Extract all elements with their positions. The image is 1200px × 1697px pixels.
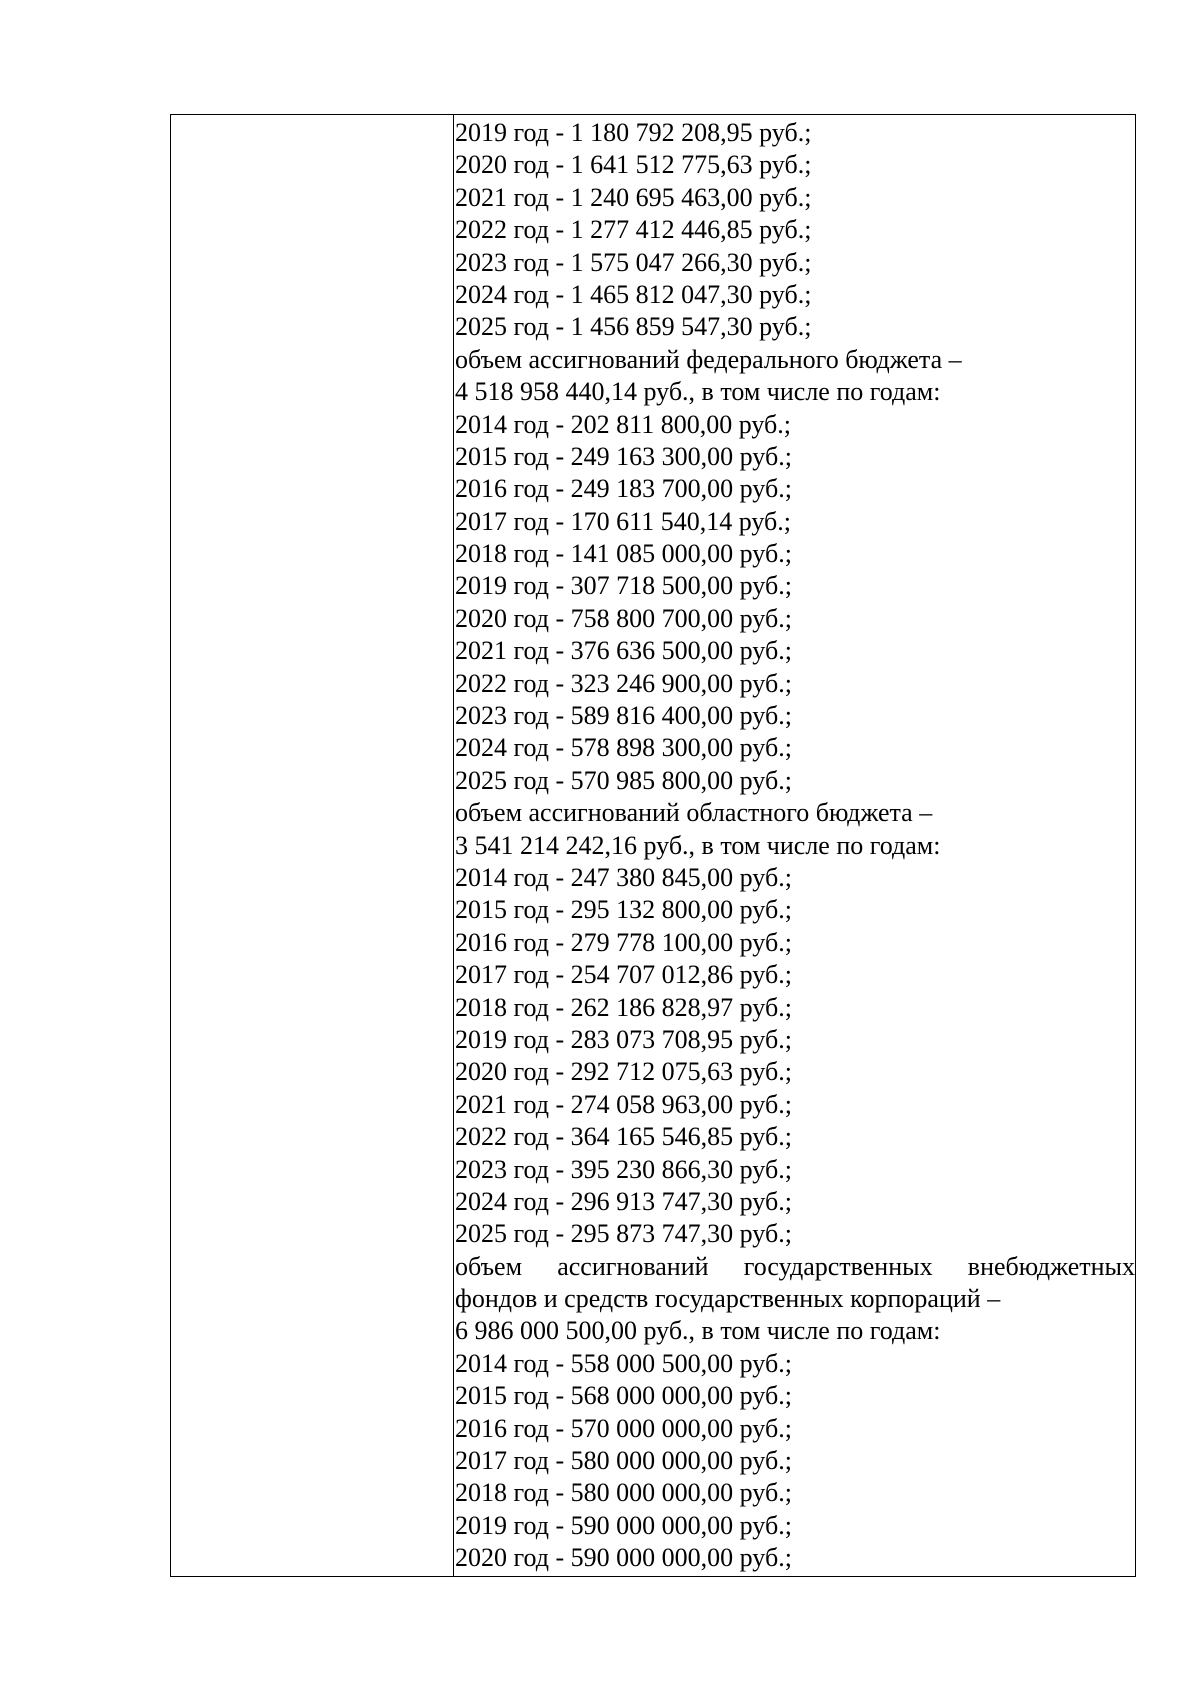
text-line: 2017 год - 254 707 012,86 руб.; <box>455 960 792 990</box>
text-line: 2022 год - 323 246 900,00 руб.; <box>455 668 792 698</box>
text-line: 2024 год - 296 913 747,30 руб.; <box>455 1186 792 1216</box>
text-line: объем ассигнований областного бюджета – <box>455 798 933 828</box>
text-line: фондов и средств государственных корпораций – <box>455 1284 1001 1314</box>
text-line: 3 541 214 242,16 руб., в том числе по годам: <box>455 830 941 860</box>
text-line: 2015 год - 295 132 800,00 руб.; <box>455 895 792 925</box>
text-line: 2016 год - 570 000 000,00 руб.; <box>455 1413 792 1443</box>
text-line: 6 986 000 500,00 руб., в том числе по годам: <box>455 1316 941 1346</box>
text-line: 2018 год - 141 085 000,00 руб.; <box>455 539 792 569</box>
column-divider <box>453 115 454 1576</box>
funding-lines-list <box>455 115 1135 1575</box>
text-line: 2021 год - 1 240 695 463,00 руб.; <box>455 182 812 212</box>
text-line: 2019 год - 307 718 500,00 руб.; <box>455 571 792 601</box>
table-right-cell <box>455 115 1135 1576</box>
text-line: 2014 год - 558 000 500,00 руб.; <box>455 1348 792 1378</box>
table-left-cell <box>171 115 453 1576</box>
text-line: 2017 год - 580 000 000,00 руб.; <box>455 1446 792 1476</box>
text-line: 2016 год - 249 183 700,00 руб.; <box>455 474 792 504</box>
text-line: 2019 год - 283 073 708,95 руб.; <box>455 1024 792 1054</box>
text-line: 2023 год - 1 575 047 266,30 руб.; <box>455 247 812 277</box>
text-line: 2020 год - 758 800 700,00 руб.; <box>455 603 792 633</box>
text-line: 2019 год - 590 000 000,00 руб.; <box>455 1510 792 1540</box>
text-line: 2017 год - 170 611 540,14 руб.; <box>455 506 791 536</box>
text-line: 2024 год - 578 898 300,00 руб.; <box>455 733 792 763</box>
text-line: объем ассигнований федерального бюджета – <box>455 344 962 374</box>
text-line: объем ассигнований государственных внебюджетных <box>455 1251 1135 1281</box>
text-line: 2015 год - 249 163 300,00 руб.; <box>455 441 792 471</box>
text-line: 2024 год - 1 465 812 047,30 руб.; <box>455 279 812 309</box>
text-line: 2015 год - 568 000 000,00 руб.; <box>455 1381 792 1411</box>
text-line: 2025 год - 570 985 800,00 руб.; <box>455 765 792 795</box>
text-line: 2019 год - 1 180 792 208,95 руб.; <box>455 118 812 147</box>
text-line: 2022 год - 1 277 412 446,85 руб.; <box>455 215 812 245</box>
text-line: 2016 год - 279 778 100,00 руб.; <box>455 927 792 957</box>
text-line: 2020 год - 590 000 000,00 руб.; <box>455 1543 792 1573</box>
funding-table <box>170 114 1136 1577</box>
text-line: 2020 год - 1 641 512 775,63 руб.; <box>455 150 812 180</box>
text-line: 2021 год - 274 058 963,00 руб.; <box>455 1089 792 1119</box>
text-line: 2023 год - 589 816 400,00 руб.; <box>455 701 792 731</box>
text-line: 2025 год - 1 456 859 547,30 руб.; <box>455 312 812 342</box>
text-line: 2014 год - 202 811 800,00 руб.; <box>455 409 791 439</box>
text-line: 2025 год - 295 873 747,30 руб.; <box>455 1219 792 1249</box>
text-line: 2014 год - 247 380 845,00 руб.; <box>455 862 792 892</box>
text-line: 2021 год - 376 636 500,00 руб.; <box>455 636 792 666</box>
text-line: 4 518 958 440,14 руб., в том числе по годам: <box>455 377 941 407</box>
text-line: 2022 год - 364 165 546,85 руб.; <box>455 1122 792 1152</box>
text-line: 2018 год - 580 000 000,00 руб.; <box>455 1478 792 1508</box>
text-line: 2020 год - 292 712 075,63 руб.; <box>455 1057 792 1087</box>
text-line: 2018 год - 262 186 828,97 руб.; <box>455 992 792 1022</box>
text-line: 2023 год - 395 230 866,30 руб.; <box>455 1154 792 1184</box>
